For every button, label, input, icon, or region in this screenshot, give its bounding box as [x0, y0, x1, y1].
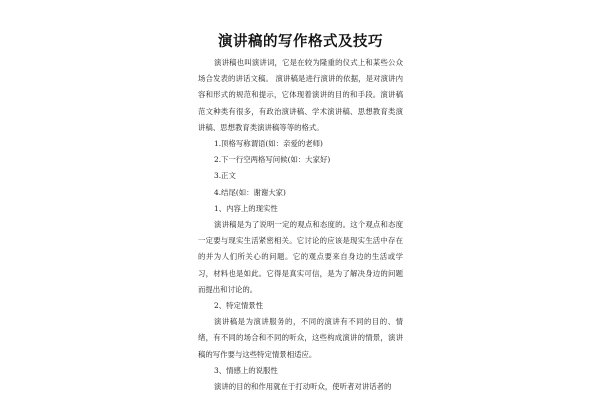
format-item-4: 4.结尾(如：谢谢大家) [214, 187, 286, 197]
intro-paragraph: 演讲稿也叫演讲词，它是在较为隆重的仪式上和某些公众场合发表的讲话文稿。 演讲稿是进行演讲的依据，是对演讲内容和形式的规范和提示，它体现着演讲的目的和手段。演讲稿范文种类有很多，有政治演讲稿、学术演讲稿、思想教育类演讲稿、思想教育类演讲稿等等的格式。 [198, 58, 403, 132]
format-item-3: 3.正文 [214, 171, 236, 181]
section-heading-2: 2、特定情景性 [214, 301, 264, 311]
document-page [198, 30, 403, 395]
format-item-1: 1.顶格写称谓语(如：亲爱的老师) [214, 139, 323, 149]
section-body-3: 演讲的目的和作用就在于打动听众，使听者对讲话者的 [214, 382, 392, 392]
document-title: 演讲稿的写作格式及技巧 [218, 34, 383, 50]
format-item-2: 2.下一行空两格写问候(如：大家好) [214, 155, 331, 165]
section-body-1: 演讲稿是为了说明一定的观点和态度的。这个观点和态度一定要与现实生活紧密相关。它讨论的应该是现实生活中存在的并为人们所关心的问题。它的观点要来自身边的生活或学习，材料也是如此。它得是真实可信，是为了解决身边的问题而提出和讨论的。 [198, 220, 403, 294]
section-heading-3: 3、情感上的说服性 [214, 365, 278, 375]
section-body-2: 演讲稿是为演讲服务的，不同的演讲有不同的目的、情绪，有不同的场合和不同的听众，这些构成演讲的情景，演讲稿的写作要与这些特定情景相适应。 [198, 317, 403, 359]
section-heading-1: 1、内容上的现实性 [214, 203, 278, 213]
